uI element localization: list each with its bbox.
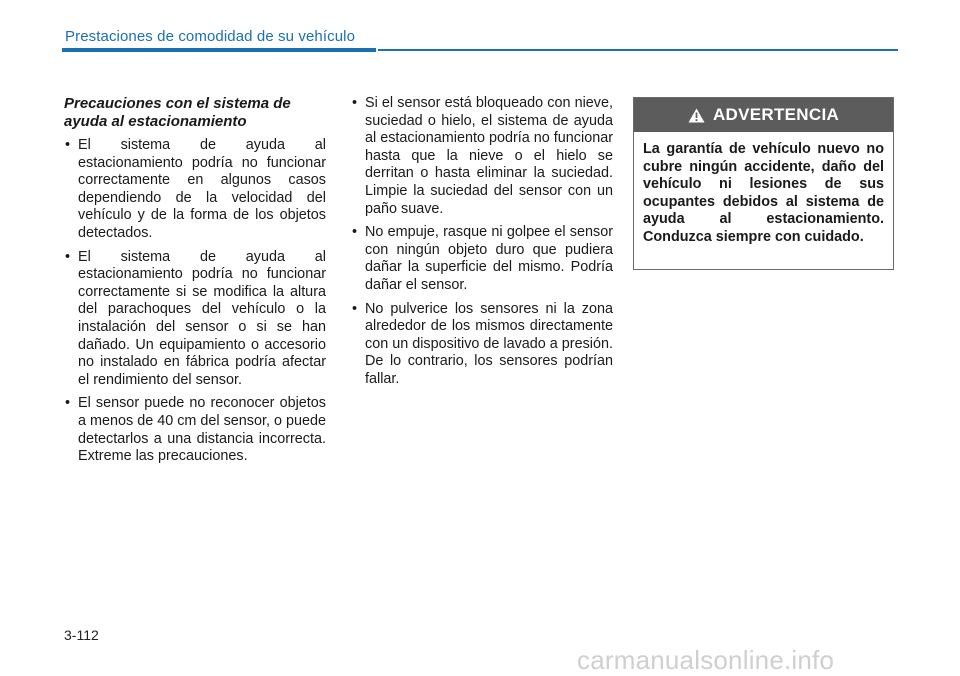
header-rule-thick [62, 48, 376, 52]
middle-bullet-list [351, 95, 613, 389]
warning-header [634, 98, 893, 132]
section-title: Precauciones con el sistema de ayuda al estacionamiento [64, 95, 291, 130]
left-column [64, 95, 326, 472]
bullet-item: • El sensor puede no reconocer objetos a menos de 40 cm del sensor, o puede detectarlos a una distancia incorrecta. Extreme las precauciones. [64, 395, 326, 465]
bullet-item: • El sistema de ayuda al estacionamiento podría no funcionar correctamente si se modifica la altura del parachoques del vehículo o la instalación del sensor o si se han dañado. Un equipamiento o accesorio no instalado en fábrica podría afectar el rendimiento del sensor. [64, 249, 326, 390]
warning-heading: ADVERTENCIA [712, 105, 840, 124]
bullet-item: • El sistema de ayuda al estacionamiento podría no funcionar correctamente en algunos casos dependiendo de la velocidad del vehículo y de la forma de los objetos detectados. [64, 137, 326, 243]
middle-column [351, 95, 613, 395]
warning-text: La garantía de vehículo nuevo no cubre ningún accidente, daño del vehículo ni lesiones de sus ocupantes debidos al sistema de ayuda al estacionamiento. Conduzca siempre con cuidado. [643, 141, 884, 245]
warning-box [633, 97, 894, 270]
warning-triangle-icon [688, 108, 705, 123]
page-number: 3-112 [64, 627, 99, 643]
bullet-item: • No pulverice los sensores ni la zona alrededor de los mismos directamente con un dispositivo de lavado a presión. De lo contrario, los sensores podrían fallar. [351, 301, 613, 389]
bullet-item: • No empuje, rasque ni golpee el sensor con ningún objeto duro que pudiera dañar la superficie del mismo. Podría dañar el sensor. [351, 224, 613, 294]
header-rule-thin [378, 49, 898, 51]
header-title: Prestaciones de comodidad de su vehículo [65, 28, 356, 45]
bullet-item: • Si el sensor está bloqueado con nieve, suciedad o hielo, el sistema de ayuda al estacionamiento podría no funcionar hasta que la nieve o el hielo se derritan o hasta eliminar la suciedad. Limpie la suciedad del sensor con un paño suave. [351, 95, 613, 218]
left-bullet-list [64, 137, 326, 466]
watermark: carmanualsonline.info [577, 645, 835, 675]
